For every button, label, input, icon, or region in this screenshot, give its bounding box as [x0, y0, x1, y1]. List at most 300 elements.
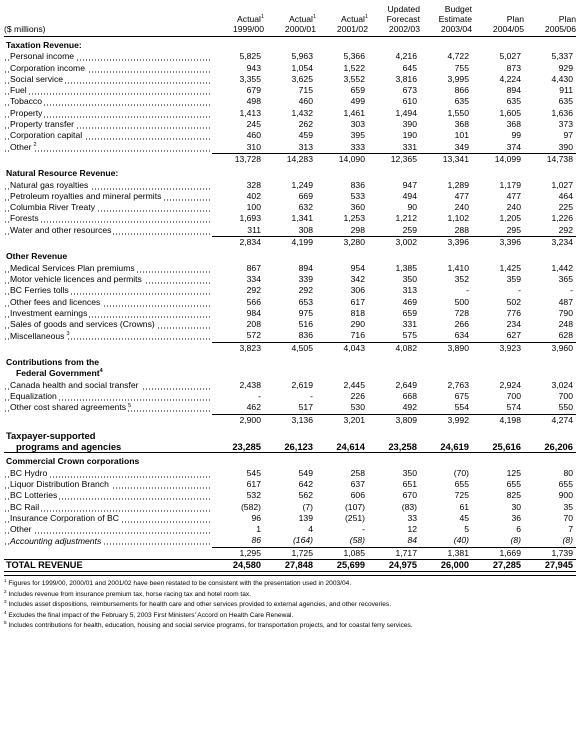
value-cell: 1,461 [343, 107, 365, 118]
value-cell: 308 [298, 224, 313, 235]
footnote-text: Includes contributions for health, education, housing and social service programs, for transportation projects, and for coastal ferry services. [8, 621, 413, 629]
table-row [4, 330, 576, 342]
section-heading [4, 354, 576, 368]
subtotal-cell: 2,834 [212, 237, 264, 249]
subtotal-cell: 4,043 [316, 342, 368, 354]
value-cell: 836 [350, 179, 365, 190]
table-row [4, 191, 576, 202]
value-cell: 12 [407, 524, 417, 535]
value-cell: (582) [240, 501, 261, 512]
value-cell: 240 [454, 202, 469, 213]
row-label-text: BC Hydro [10, 467, 48, 478]
value-cell: 700 [506, 390, 521, 401]
value-cell: 776 [506, 307, 521, 318]
table-row [4, 479, 576, 490]
column-header [368, 4, 420, 37]
taxpayer-value-cell: 23,285 [232, 441, 261, 453]
row-label-text: Water and other resources [10, 225, 112, 235]
section-heading [4, 368, 576, 379]
table-row [4, 297, 576, 308]
value-cell: 500 [454, 296, 469, 307]
unit-label: ($ millions) [4, 4, 212, 37]
value-cell: 554 [454, 402, 469, 413]
subtotal-row [4, 153, 576, 165]
column-header-title: Estimate [438, 14, 472, 24]
table-row [4, 319, 576, 330]
footnote [4, 621, 576, 631]
value-cell: 61 [459, 501, 469, 512]
value-cell: 460 [298, 96, 313, 107]
value-cell: 352 [454, 273, 469, 284]
section-heading-row [4, 37, 576, 52]
footnote-text: Figures for 1999/00, 2000/01 and 2001/02 have been restated to be consistent with the presentation used in 2003/04. [8, 580, 352, 588]
column-header-year: 2003/04 [440, 24, 472, 34]
value-cell: 290 [350, 319, 365, 330]
value-cell: (107) [344, 501, 365, 512]
value-cell: 728 [454, 307, 469, 318]
value-cell: 2,763 [447, 379, 469, 390]
value-cell: 494 [402, 190, 417, 201]
value-cell: 402 [246, 190, 261, 201]
value-cell: 5 [464, 524, 469, 535]
value-cell: 867 [246, 262, 261, 273]
section-heading [4, 37, 576, 52]
total-value-cell: 27,945 [524, 560, 576, 572]
value-cell: 306 [350, 285, 365, 296]
footnote-text: Includes asset dispositions, reimbursements for health care and other services provided to external agencies, and other recoveries. [8, 601, 392, 609]
row-label [4, 191, 212, 202]
total-value-cell: 27,848 [264, 560, 316, 572]
row-label [4, 319, 212, 330]
footnote-marker: 2 [33, 142, 37, 149]
value-cell: 900 [558, 490, 573, 501]
row-label-text: Columbia River Treaty [10, 202, 96, 213]
table-row [4, 502, 576, 513]
column-header-title: Plan [506, 14, 524, 24]
table-body [4, 37, 576, 572]
value-cell: 653 [298, 296, 313, 307]
row-label-text: BC Lotteries [10, 490, 58, 501]
value-cell: 954 [350, 262, 365, 273]
value-cell: 390 [558, 141, 573, 152]
total-value-cell: 24,975 [368, 560, 420, 572]
row-label [4, 513, 212, 524]
column-header-title: Plan [558, 14, 576, 24]
value-cell: 333 [350, 141, 365, 152]
value-cell: 498 [246, 96, 261, 107]
subtotal-row [4, 237, 576, 249]
section-heading-text: Taxation Revenue: [6, 40, 82, 50]
value-cell: 836 [298, 330, 313, 341]
subtotal-cell: 1,669 [472, 547, 524, 559]
subtotal-cell: 3,396 [472, 237, 524, 249]
value-cell: 292 [558, 224, 573, 235]
value-cell: 313 [298, 141, 313, 152]
value-cell: 5,027 [499, 51, 521, 62]
value-cell: 635 [506, 96, 521, 107]
value-cell: 825 [506, 490, 521, 501]
footnote-text: Includes revenue from insurance premium tax, horse racing tax and hotel room tax. [8, 590, 252, 598]
value-cell: 395 [350, 130, 365, 141]
subtotal-cell: 1,085 [316, 547, 368, 559]
footnote [4, 600, 576, 610]
value-cell: 84 [407, 535, 417, 546]
value-cell: 7 [568, 524, 573, 535]
column-header-line1: Updated [387, 4, 420, 14]
value-cell: 610 [402, 96, 417, 107]
row-label-text: Motor vehicle licences and permits [10, 273, 142, 284]
value-cell: 492 [402, 402, 417, 413]
subtotal-cell: 14,738 [524, 153, 576, 165]
footnote [4, 611, 576, 621]
column-header [264, 4, 316, 37]
value-cell: 1,550 [447, 107, 469, 118]
section-heading-row [4, 248, 576, 262]
value-cell: 566 [246, 296, 261, 307]
row-label-text: Personal income [10, 51, 75, 62]
value-cell: 1 [256, 524, 261, 535]
row-label-text: Equalization [10, 390, 57, 401]
value-cell: 350 [402, 467, 417, 478]
total-revenue-text: TOTAL REVENUE [6, 560, 83, 571]
row-label [4, 51, 212, 62]
column-header-year: 2002/03 [388, 24, 420, 34]
total-revenue-row [4, 560, 576, 572]
row-label [4, 85, 212, 96]
value-cell: 225 [558, 202, 573, 213]
taxpayer-value-cell: 24,619 [440, 441, 469, 453]
taxpayer-label-text: programs and agencies [16, 441, 122, 453]
value-cell: 659 [350, 85, 365, 96]
section-heading-text: Natural Resource Revenue: [6, 168, 119, 179]
value-cell: 499 [350, 96, 365, 107]
row-label [4, 225, 212, 237]
value-cell: 331 [402, 319, 417, 330]
column-header-line2 [212, 14, 264, 24]
row-label [4, 524, 212, 535]
row-label [4, 479, 212, 490]
value-cell: 628 [558, 330, 573, 341]
taxpayer-heading-row [4, 426, 576, 441]
row-label [4, 330, 212, 342]
value-cell: - [258, 390, 261, 401]
value-cell: 655 [558, 478, 573, 489]
taxpayer-value-cell: 26,206 [544, 441, 573, 453]
total-value-cell: 27,285 [472, 560, 524, 572]
value-cell: 1,027 [551, 179, 573, 190]
value-cell: - [310, 390, 313, 401]
value-cell: 572 [246, 330, 261, 341]
value-cell: 1,425 [499, 262, 521, 273]
subtotal-cell: 3,923 [472, 342, 524, 354]
section-heading-row [4, 354, 576, 368]
column-header-line1: Budget [444, 4, 472, 14]
value-cell: 86 [251, 535, 261, 546]
value-cell: 1,636 [551, 107, 573, 118]
value-cell: 651 [402, 478, 417, 489]
value-cell: 632 [298, 202, 313, 213]
value-cell: 2,924 [499, 379, 521, 390]
value-cell: 487 [558, 296, 573, 307]
value-cell: 1,226 [551, 213, 573, 224]
row-label-text: Property transfer [10, 119, 74, 130]
value-cell: 673 [402, 85, 417, 96]
value-cell: 1,179 [499, 179, 521, 190]
value-cell: 1,102 [447, 213, 469, 224]
section-heading-text: Commercial Crown corporations [6, 456, 140, 467]
value-cell: 984 [246, 307, 261, 318]
value-cell: 460 [246, 130, 261, 141]
value-cell: 45 [459, 512, 469, 523]
column-header-year: 1999/00 [232, 24, 264, 34]
column-header-line2 [368, 14, 420, 24]
table-row [4, 51, 576, 62]
subtotal-cell: 3,823 [212, 342, 264, 354]
value-cell: 90 [407, 202, 417, 213]
value-cell: 1,442 [551, 262, 573, 273]
table-row [4, 142, 576, 154]
value-cell: 575 [402, 330, 417, 341]
value-cell: 3,625 [291, 73, 313, 84]
value-cell: 298 [350, 224, 365, 235]
value-cell: (83) [401, 501, 417, 512]
row-label [4, 263, 212, 274]
value-cell: 2,619 [291, 379, 313, 390]
value-cell: 208 [246, 319, 261, 330]
value-cell: 655 [454, 478, 469, 489]
footnote-text: Excludes the final impact of the February 5, 2003 First Ministers' Accord on Health Care Renewal. [8, 611, 294, 619]
subtotal-cell: 4,199 [264, 237, 316, 249]
table-row [4, 180, 576, 191]
value-cell: 6 [516, 524, 521, 535]
row-label [4, 285, 212, 296]
taxpayer-total-row [4, 441, 576, 453]
subtotal-label [4, 547, 212, 559]
table-row [4, 96, 576, 107]
subtotal-cell: 3,809 [368, 414, 420, 426]
value-cell: 477 [454, 190, 469, 201]
value-cell: 303 [350, 119, 365, 130]
value-cell: 139 [298, 512, 313, 523]
row-label-text: Fuel [10, 85, 27, 96]
row-label-text: Other [10, 141, 32, 152]
value-cell: 947 [402, 179, 417, 190]
value-cell: 3,355 [239, 73, 261, 84]
value-cell: 226 [350, 390, 365, 401]
column-header-title: Actual [237, 14, 261, 24]
value-cell: - [466, 285, 469, 296]
value-cell: (251) [344, 512, 365, 523]
row-label-text: BC Ferries tolls [10, 285, 69, 296]
table-row [4, 490, 576, 501]
value-cell: 655 [506, 478, 521, 489]
table-row [4, 513, 576, 524]
value-cell: 670 [402, 490, 417, 501]
value-cell: 1,605 [499, 107, 521, 118]
value-cell: 617 [350, 296, 365, 307]
row-label [4, 142, 212, 154]
subtotal-cell: 3,960 [524, 342, 576, 354]
total-value-cell: 26,000 [420, 560, 472, 572]
value-cell: 259 [402, 224, 417, 235]
value-cell: 464 [558, 190, 573, 201]
value-cell: 80 [563, 467, 573, 478]
subtotal-cell: 3,002 [368, 237, 420, 249]
value-cell: - [362, 524, 365, 535]
taxpayer-value-cell: 24,614 [336, 441, 365, 453]
value-cell: 4 [308, 524, 313, 535]
row-label-text: Petroleum royalties and mineral permits [10, 190, 162, 201]
row-label-text: Canada health and social transfer [10, 379, 139, 390]
subtotal-cell: 3,890 [420, 342, 472, 354]
column-header-year: 2004/05 [492, 24, 524, 34]
column-header-year: 2005/06 [544, 24, 576, 34]
value-cell: 240 [506, 202, 521, 213]
table-row [4, 380, 576, 391]
section-heading [4, 453, 576, 468]
row-label [4, 402, 212, 414]
row-label [4, 108, 212, 119]
subtotal-cell: 3,992 [420, 414, 472, 426]
value-cell: 517 [298, 402, 313, 413]
subtotal-cell: 4,505 [264, 342, 316, 354]
value-cell: 1,494 [395, 107, 417, 118]
value-cell: 2,649 [395, 379, 417, 390]
row-label [4, 490, 212, 501]
subtotal-cell: 13,341 [420, 153, 472, 165]
total-value-cell: 25,699 [316, 560, 368, 572]
value-cell: 33 [407, 512, 417, 523]
taxpayer-value-cell: 26,123 [284, 441, 313, 453]
value-cell: 679 [246, 85, 261, 96]
row-label-text: Investment earnings [10, 307, 88, 318]
value-cell: 894 [506, 85, 521, 96]
subtotal-label [4, 414, 212, 426]
value-cell: 2,445 [343, 379, 365, 390]
column-header-year: 2000/01 [284, 24, 316, 34]
value-cell: 755 [454, 62, 469, 73]
row-label-text: Miscellaneous [10, 330, 65, 341]
table-row [4, 468, 576, 479]
row-label-text: Other cost shared agreements [10, 402, 127, 413]
value-cell: 310 [246, 141, 261, 152]
value-cell: 234 [506, 319, 521, 330]
value-cell: 659 [402, 307, 417, 318]
subtotal-cell: 4,082 [368, 342, 420, 354]
value-cell: 550 [558, 402, 573, 413]
row-label-text: Other [10, 524, 32, 535]
value-cell: 328 [246, 179, 261, 190]
value-cell: 3,024 [551, 379, 573, 390]
column-header-line2 [264, 14, 316, 24]
value-cell: 1,253 [343, 213, 365, 224]
value-cell: 5,366 [343, 51, 365, 62]
section-heading-text: Contributions from the [6, 357, 100, 368]
value-cell: 359 [506, 273, 521, 284]
value-cell: 30 [511, 501, 521, 512]
footnotes [4, 575, 576, 631]
value-cell: (8) [562, 535, 573, 546]
column-header [212, 4, 264, 37]
table-row [4, 308, 576, 319]
row-label [4, 297, 212, 308]
value-cell: 5,825 [239, 51, 261, 62]
column-header-title: Forecast [386, 14, 420, 24]
value-cell: 262 [298, 119, 313, 130]
section-heading [4, 248, 576, 262]
subtotal-row [4, 414, 576, 426]
column-header-line2 [316, 14, 368, 24]
value-cell: 292 [246, 285, 261, 296]
column-header-year: 2001/02 [336, 24, 368, 34]
row-label-text: Other fees and licences [10, 296, 101, 307]
subtotal-cell: 14,283 [264, 153, 316, 165]
column-header-line2 [420, 14, 472, 24]
value-cell: 313 [402, 285, 417, 296]
subtotal-row [4, 342, 576, 354]
table-row [4, 225, 576, 237]
row-label [4, 180, 212, 191]
value-cell: 35 [563, 501, 573, 512]
value-cell: 669 [298, 190, 313, 201]
value-cell: 635 [558, 96, 573, 107]
table-row [4, 524, 576, 535]
value-cell: 645 [402, 62, 417, 73]
row-label [4, 119, 212, 130]
value-cell: 101 [454, 130, 469, 141]
value-cell: 1,693 [239, 213, 261, 224]
row-label [4, 468, 212, 479]
row-label-text: Property [10, 107, 43, 118]
value-cell: 459 [298, 130, 313, 141]
subtotal-cell: 4,274 [524, 414, 576, 426]
subtotal-cell: 1,381 [420, 547, 472, 559]
value-cell: 562 [298, 490, 313, 501]
subtotal-cell: 1,739 [524, 547, 576, 559]
row-label-text: Corporation capital [10, 130, 83, 141]
row-label-text: Corporation income [10, 62, 85, 73]
table-row [4, 285, 576, 296]
table-row [4, 263, 576, 274]
subtotal-cell: 14,090 [316, 153, 368, 165]
value-cell: 1,205 [499, 213, 521, 224]
value-cell: (70) [453, 467, 469, 478]
column-header-title: Actual [341, 14, 365, 24]
value-cell: 365 [558, 273, 573, 284]
value-cell: 1,522 [343, 62, 365, 73]
value-cell: 675 [454, 390, 469, 401]
value-cell: 700 [558, 390, 573, 401]
table-row [4, 391, 576, 402]
value-cell: 99 [511, 130, 521, 141]
column-header [524, 4, 576, 37]
subtotal-label [4, 153, 212, 165]
table-row [4, 202, 576, 213]
footnote-marker: 3 [66, 330, 70, 337]
value-cell: 929 [558, 62, 573, 73]
taxpayer-label-text: Taxpayer-supported [6, 429, 96, 441]
table-row [4, 130, 576, 141]
value-cell: 96 [251, 512, 261, 523]
row-label [4, 274, 212, 285]
row-label [4, 74, 212, 85]
value-cell: 70 [563, 512, 573, 523]
value-cell: 125 [506, 467, 521, 478]
table-row [4, 85, 576, 96]
value-cell: 350 [402, 273, 417, 284]
value-cell: 331 [402, 141, 417, 152]
total-value-cell: 24,580 [212, 560, 264, 572]
